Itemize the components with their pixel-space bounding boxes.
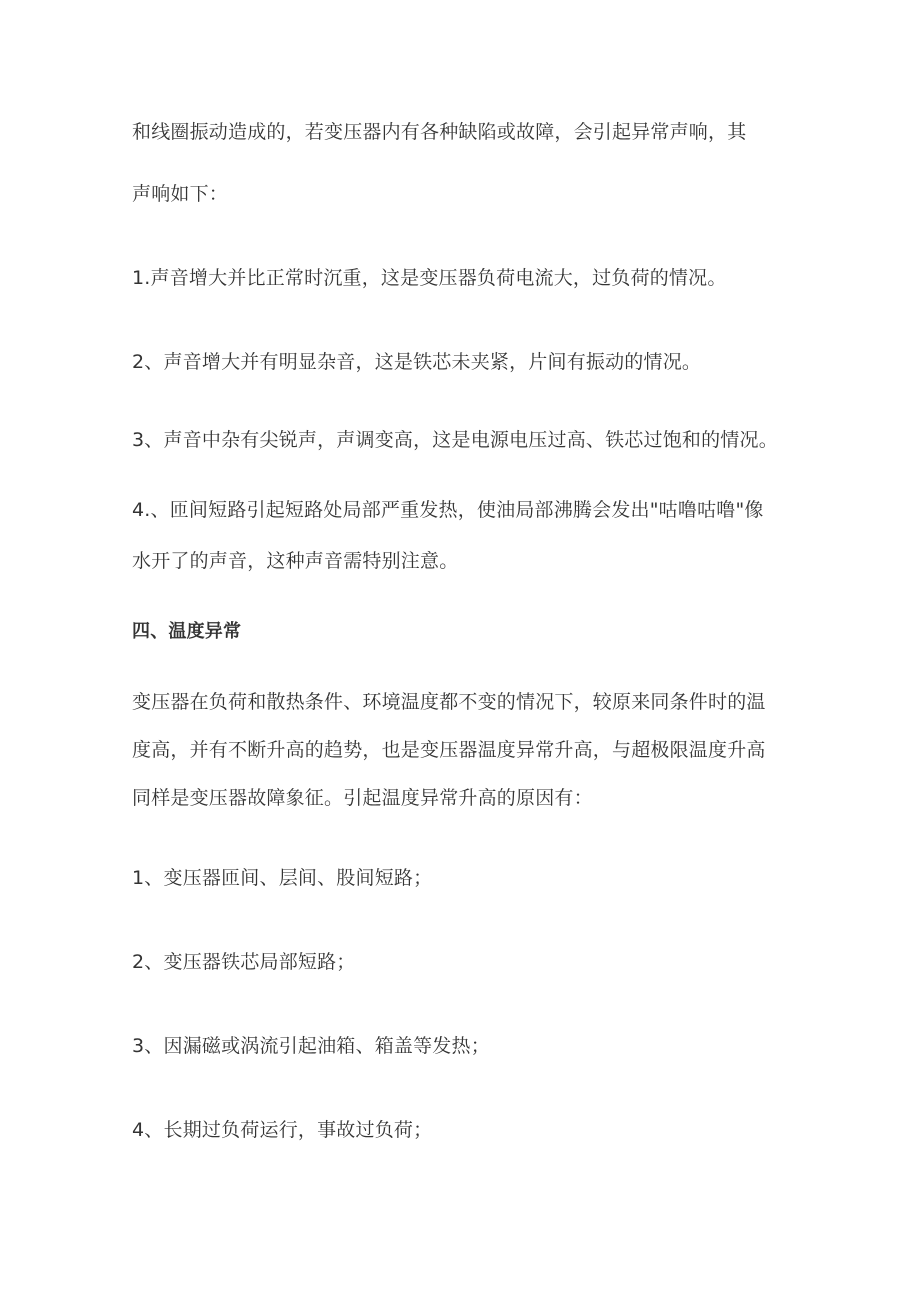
temp-paragraph-line-3: 同样是变压器故障象征。引起温度异常升高的原因有： [132,787,593,809]
intro-line-1: 和线圈振动造成的，若变压器内有各种缺陷或故障，会引起异常声响，其 [132,121,747,143]
sound-item-4-line-1: 4.、匝间短路引起短路处局部严重发热，使油局部沸腾会发出"咕噜咕噜"像 [132,499,764,521]
cause-item-1: 1、变压器匝间、层间、股间短路； [132,867,433,889]
cause-item-3: 3、因漏磁或涡流引起油箱、箱盖等发热； [132,1035,490,1057]
sound-item-4-line-2: 水开了的声音，这种声音需特别注意。 [132,550,459,572]
section-heading: 四、温度异常 [132,621,242,642]
cause-item-4: 4、长期过负荷运行，事故过负荷； [132,1119,433,1141]
sound-item-1: 1.声音增大并比正常时沉重，这是变压器负荷电流大，过负荷的情况。 [132,267,727,289]
sound-item-2: 2、声音增大并有明显杂音，这是铁芯未夹紧，片间有振动的情况。 [132,351,702,373]
sound-item-3: 3、声音中杂有尖锐声，声调变高，这是电源电压过高、铁芯过饱和的情况。 [132,429,778,451]
temp-paragraph-line-1: 变压器在负荷和散热条件、环境温度都不变的情况下，较原来同条件时的温 [132,691,766,713]
intro-line-2: 声响如下： [132,183,229,205]
temp-paragraph-line-2: 度高，并有不断升高的趋势，也是变压器温度异常升高，与超极限温度升高 [132,739,766,761]
cause-item-2: 2、变压器铁芯局部短路； [132,951,356,973]
